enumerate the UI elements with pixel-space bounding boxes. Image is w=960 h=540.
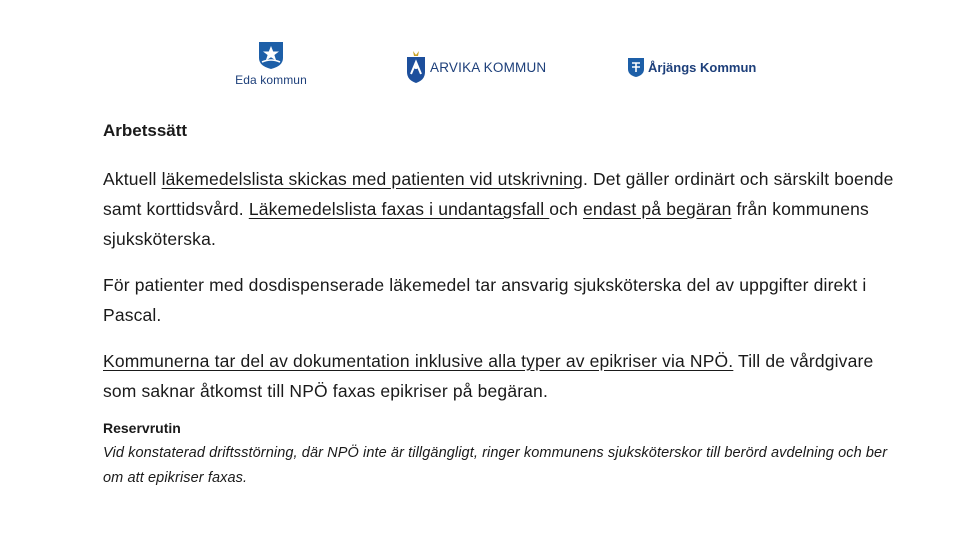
p1-underlined-1: läkemedelslista skickas med patienten vid utskrivning (161, 169, 583, 189)
paragraph-dosdispensed: För patienter med dosdispenserade läkemedel tar ansvarig sjuksköterska del av uppgifter direkt i Pascal. (103, 275, 867, 325)
p1-underlined-3: endast på begäran (582, 199, 732, 219)
document-body (103, 118, 903, 491)
p3-underlined: Kommunerna tar del av dokumentation inklusive alla typer av epikriser via NPÖ. (103, 351, 734, 371)
p1-text-2: . Det gäller ordinärt och särskilt boende samt korttidsvård. (103, 169, 894, 219)
paragraph-medication-list (103, 164, 903, 254)
reservrutin-heading: Reservrutin (103, 420, 181, 436)
p1-text-3: och (549, 199, 583, 219)
eda-kommun-name: Eda kommun (235, 73, 307, 87)
paragraph-documentation (103, 346, 903, 406)
p1-underlined-2: Läkemedelslista faxas i undantagsfall (248, 199, 550, 219)
arvika-shield-icon (405, 50, 427, 84)
p3-text: Till de vårdgivare som saknar åtkomst till NPÖ faxas epikriser på begäran. (103, 351, 874, 401)
arvika-kommun-name: ARVIKA KOMMUN (430, 59, 547, 75)
eda-kommun-logo (229, 40, 313, 87)
eda-emblem-icon (257, 40, 285, 70)
arjang-shield-icon (627, 57, 645, 78)
arjangs-kommun-logo (627, 57, 756, 78)
arjangs-kommun-name: Årjängs Kommun (648, 60, 757, 75)
page-title: Arbetssätt (103, 121, 188, 140)
arvika-kommun-logo (405, 50, 546, 84)
reservrutin-text: Vid konstaterad driftsstörning, där NPÖ inte är tillgängligt, ringer kommunens sjuksköterskor till berörd avdelning och ber om att epikriser faxas. (103, 445, 888, 486)
p1-text-4: från kommunens sjuksköterska. (103, 199, 869, 249)
p1-text-1: Aktuell (103, 169, 162, 189)
